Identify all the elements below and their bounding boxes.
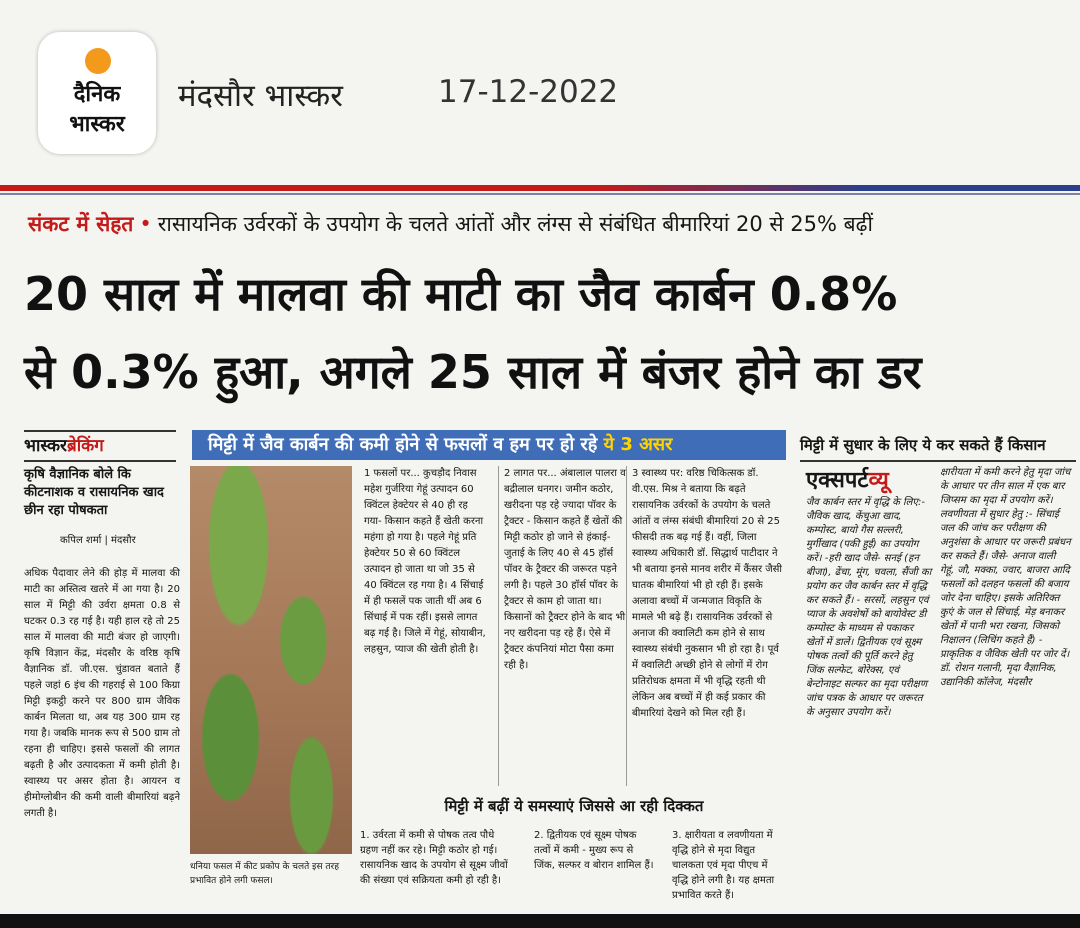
logo-line-2: भास्कर xyxy=(69,111,125,137)
kicker xyxy=(28,210,873,238)
bottom-border xyxy=(0,914,1080,928)
effect-health-column: 3 स्वास्थ्य पर: वरिष्ठ चिकित्सक डॉ. वी.एस. मिश्र ने बताया कि बढ़ते रासायनिक उर्वरकों के उपयोग के चलते आंतों व लंग्स संबंधी बीमारियां 20 से 25 फीसदी तक बढ़ गई हैं। वहीं, जिला स्वास्थ्य अधिकारी डॉ. सिद्धार्थ पाटीदार ने भी बताया इनसे मानव शरीर में कैंसर जैसी घातक बीमारियां भी हो रही हैं। इसके अलावा बच्चों में जन्मजात विकृति के मामले भी बढ़े हैं। रासायनिक उर्वरकों से अनाज की क्वालिटी कम होने से साथ स्वास्थ्य संबंधी नुकसान भी हो रहा है। पूर्व में क्वालिटी अच्छी होने से लोगों में रोग प्रतिरोधक क्षमता में भी वृद्धि रहती थी लेकिन अब बच्चों में ही कई प्रकार की बीमारियां देखने को मिल रही हैं। xyxy=(632,468,783,719)
photo-caption: धनिया फसल में कीट प्रकोप के चलते इस तरह प्रभावित होने लगी फसल। xyxy=(190,862,340,886)
brand-part-1: भास्कर xyxy=(24,436,67,456)
logo-line-1: दैनिक xyxy=(73,81,121,107)
effects-bar-highlight: ये 3 असर xyxy=(603,434,673,455)
header-rule-thin xyxy=(0,193,1080,195)
brand-part-2: ब्रेकिंग xyxy=(66,436,104,456)
column-divider xyxy=(626,466,627,786)
effect-cost-column: 2 लागत पर... अंबालाल पालरा व बद्रीलाल धनगर। जमीन कठोर, खरीदना पड़ रहे ज्यादा पॉवर के ट्रैक्टर - किसान कहते हैं खेतों की मिट्टी कठोर हो जाने से हंकाई-जुताई के लिए 40 से 45 हॉर्स पॉवर के ट्रैक्टर की जरूरत पड़ने लगी है। पहले 30 हॉर्स पॉवर के ट्रैक्टर से काम हो जाता था। किसानों को ट्रैक्टर होने के बाद भी नए खरीदना पड़ रहे हैं। ऐसे में ट्रैक्टर कंपनियां मोटा पैसा कमा रही है। xyxy=(504,468,626,671)
effects-bar-text: मिट्टी में जैव कार्बन की कमी होने से फसलों व हम पर हो रहे xyxy=(208,434,598,455)
problems-heading: मिट्टी में बढ़ीं ये समस्याएं जिससे आ रही दिक्कत xyxy=(444,797,704,815)
problem-3: 3. क्षारीयता व लवणीयता में वृद्धि होने से मृदा विद्युत चालकता एवं मृदा पीएच में वृद्धि होने लगी है। यह क्षमता प्रभावित करते हैं। xyxy=(672,830,775,901)
left-column-body: अधिक पैदावार लेने की होड़ में मालवा की माटी का अस्तित्व खतरे में आ गया है। 20 साल में मिट्टी की उर्वरा क्षमता 0.8 से घटकर 0.3 रह गई है। यही हाल रहे तो 25 साल में मालवा की माटी बंजर हो जाएगी। कृषि विज्ञान केंद्र, मंदसौर के वरिष्ठ कृषि वैज्ञानिक डॉ. जी.एस. चुंडावत बताते हैं पहले जहां 6 इंच की गहराई से 100 किग्रा मिट्टी इकट्ठी करने पर 800 ग्राम जैविक कार्बन मिलता था, अब यह 300 ग्राम रह गया है। जबकि मानक रूप से 500 ग्राम तो रहना ही चाहिए। इससे फसलों की लागत बढ़ती है और उत्पादकता में कमी होती है। स्वास्थ्य पर असर होता है। आयरन व हीमोग्लोबीन की कमी वाली बीमारियां बढ़ने लगती है। xyxy=(24,568,180,819)
expert-label-part-2: व्यू xyxy=(868,468,889,493)
bhaskar-breaking-label xyxy=(24,430,176,462)
headline-line-2: से 0.3% हुआ, अगले 25 साल में बंजर होने का डर xyxy=(24,345,922,399)
expert-view-label xyxy=(806,464,889,494)
remedies-section-bar: मिट्टी में सुधार के लिए ये कर सकते हैं किसान xyxy=(800,430,1076,462)
headline-line-1: 20 साल में मालवा की माटी का जैव कार्बन 0.8% xyxy=(24,267,898,321)
byline: कपिल शर्मा | मंदसौर xyxy=(60,535,136,546)
effect-crops-column: 1 फसलों पर... कुचड़ौद निवास महेश गुर्जरिया गेहूं उत्पादन 60 क्विंटल हेक्टेयर से 40 ही रह गया- किसान कहते हैं खेती करना महंगा हो गया है। पहले गेहूं प्रति हेक्टेयर 50 से 60 क्विंटल उत्पादन हो जाता था जो 35 से 40 क्विंटल रह गया है। 4 सिंचाई में ही फसलें पक जाती थीं अब 6 सिंचाई में पक रहीं। इससे लागत बढ़ गई है। जिले में गेहूं, सोयाबीन, लहसुन, प्याज की खेती होती है। xyxy=(364,468,486,655)
dainik-bhaskar-logo xyxy=(38,32,156,154)
column-divider xyxy=(498,466,499,786)
left-column-heading: कृषि वैज्ञानिक बोले कि कीटनाशक व रासायनिक खाद छीन रहा पोषकता xyxy=(24,467,164,518)
expert-column-2: क्षारीयता में कमी करने हेतु मृदा जांच के आधार पर तीन साल में एक बार जिप्सम का मृदा में उपयोग करें। लवणीयता में सुधार हेतु :- सिंचाई जल की जांच कर परीक्षण की अनुशंसा के आधार पर जरूरी प्रबंधन कर सकते हैं। जैसे- अनाज वाली गेहूं, जौ, मक्का, ज्वार, बाजरा आदि फसलों को दलहन फसलों की बजाय जोर देना चाहिए। इसके अतिरिक्त कुएं के जल से सिंचाई, मेड़ बनाकर खेतों में पानी भरा रखना, जिसको निक्षालन (लिचिंग कहते हैं) - प्राकृतिक व जैविक खेती पर जोर दें। डॉ. रोशन गलानी, मृदा वैज्ञानिक, उद्यानिकी कॉलेज, मंदसौर xyxy=(940,467,1071,688)
problem-2: 2. द्वितीयक एवं सूक्ष्म पोषक तत्वों में कमी - मुख्य रूप से जिंक, सल्फर व बोरान शामिल हैं। xyxy=(534,830,654,871)
kicker-label: संकट में सेहत xyxy=(28,212,134,236)
crop-field-photo xyxy=(190,466,352,854)
sun-icon xyxy=(85,48,111,74)
expert-column-1: जैव कार्बन स्तर में वृद्धि के लिए:- जैविक खाद, केंचुआ खाद, कम्पोस्ट, बायो गैस सल्लरी, मुर्गीखाद (पकी हुई) का उपयोग करें। -हरी खाद जैसे- सनई (हन बीजा), ढेंचा, मूंग, चवला, सैंजी का प्रयोग कर जैव कार्बन स्तर में वृद्धि कर सकते हैं। - सरसों, लहसुन एवं प्याज के अवशेषों को बायोवेस्ट डी कम्पोस्ट के माध्यम से पकाकर खेतों में डालें। द्वितीयक एवं सूक्ष्म पोषक तत्वों की पूर्ति करने हेतु जिंक सल्फेट, बोरेक्स, एवं बेन्टोनाइट सल्फर का मृदा परीक्षण जांच पत्रक के आधार पर जरूरत के अनुसार उपयोग करें। xyxy=(806,497,932,718)
problem-1: 1. उर्वरता में कमी से पोषक तत्व पौधे ग्रहण नहीं कर रहे। मिट्टी कठोर हो गई। रासायनिक खाद के उपयोग से सूक्ष्म जीवों की संख्या एवं सक्रियता कमी हो रही है। xyxy=(360,830,508,886)
expert-label-part-1: एक्सपर्ट xyxy=(806,468,869,493)
effects-section-bar xyxy=(192,430,786,460)
publication-date: 17-12-2022 xyxy=(438,74,619,110)
kicker-text: रासायनिक उर्वरकों के उपयोग के चलते आंतों और लंग्स से संबंधित बीमारियां 20 से 25% बढ़ीं xyxy=(157,212,873,236)
kicker-bullet: • xyxy=(139,212,152,236)
header-rule xyxy=(0,185,1080,191)
edition-name: मंदसौर भास्कर xyxy=(178,78,343,114)
